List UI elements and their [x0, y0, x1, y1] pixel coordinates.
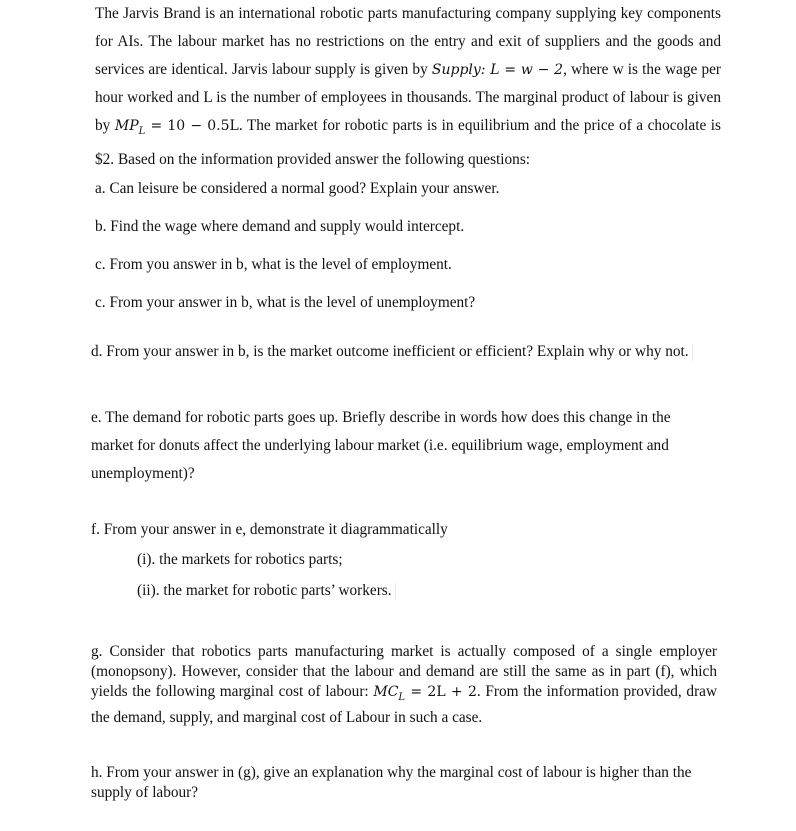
question-a: a. Can leisure be considered a normal good? Explain your answer.	[95, 180, 500, 197]
mpl-equation	[114, 118, 239, 137]
intro-text-1: The Jarvis Brand is an international robotic parts manufacturing company supplying key components for AIs. The labour market has no restrictions on the entry and exit of suppliers and the goods and services are identical. Jarvis labour supply is given by	[95, 5, 721, 78]
intro-text-2: , where w is the wage per hour worked and L is the number of employees in thousands. The marginal product of labour is given by	[95, 60, 721, 135]
question-d-text: d. From your answer in b, is the market outcome inefficient or efficient? Explain why or why not.	[91, 343, 689, 360]
question-e: e. The demand for robotic parts goes up. Briefly describe in words how does this change in the market for donuts affect the underlying labour market (i.e. equilibrium wage, employment and unemployment)?	[91, 409, 671, 482]
mcl-subscript: L	[398, 691, 406, 703]
supply-equation: Supply: L = w − 2	[431, 61, 564, 78]
question-g-text-1: g. Consider that robotics parts manufacturing market is actually composed of a single employer (monopsony). However, consider that the labour and demand are still the same as in part (f), which yields the following marginal cost of labour:	[91, 643, 717, 700]
text-cursor-marker	[692, 344, 693, 361]
mpl-subscript: L	[138, 125, 146, 137]
mcl-symbol: MC	[373, 684, 399, 700]
question-b: b. Find the wage where demand and supply would intercept.	[95, 218, 465, 235]
mcl-equation	[373, 684, 477, 703]
question-c2: c. From your answer in b, what is the level of unemployment?	[95, 294, 476, 311]
question-f-ii	[137, 577, 396, 605]
mcl-rest: = 2L + 2	[405, 684, 477, 700]
question-c1: c. From you answer in b, what is the level of employment.	[95, 256, 452, 273]
question-f-ii-text: (ii). the market for robotic parts’ workers.	[137, 582, 392, 599]
question-d	[91, 338, 701, 366]
mpl-rest: = 10 − 0.5L	[145, 118, 239, 135]
question-g	[91, 642, 717, 728]
question-g-text-2: . From the information provided, draw the demand, supply, and marginal cost of Labour in such a case.	[91, 683, 718, 726]
text-cursor-marker	[395, 583, 396, 600]
question-h: h. From your answer in (g), give an explanation why the marginal cost of labour is higher than the supply of labour?	[91, 764, 692, 801]
mpl-symbol: MP	[114, 118, 139, 135]
question-f-i: (i). the markets for robotics parts;	[137, 551, 343, 568]
intro-paragraph	[95, 0, 721, 174]
question-f: f. From your answer in e, demonstrate it diagrammatically	[91, 521, 448, 538]
intro-text-3: . The market for robotic parts is in equilibrium and the price of a chocolate is $2. Based on the information provided answer the following questions:	[95, 117, 721, 168]
